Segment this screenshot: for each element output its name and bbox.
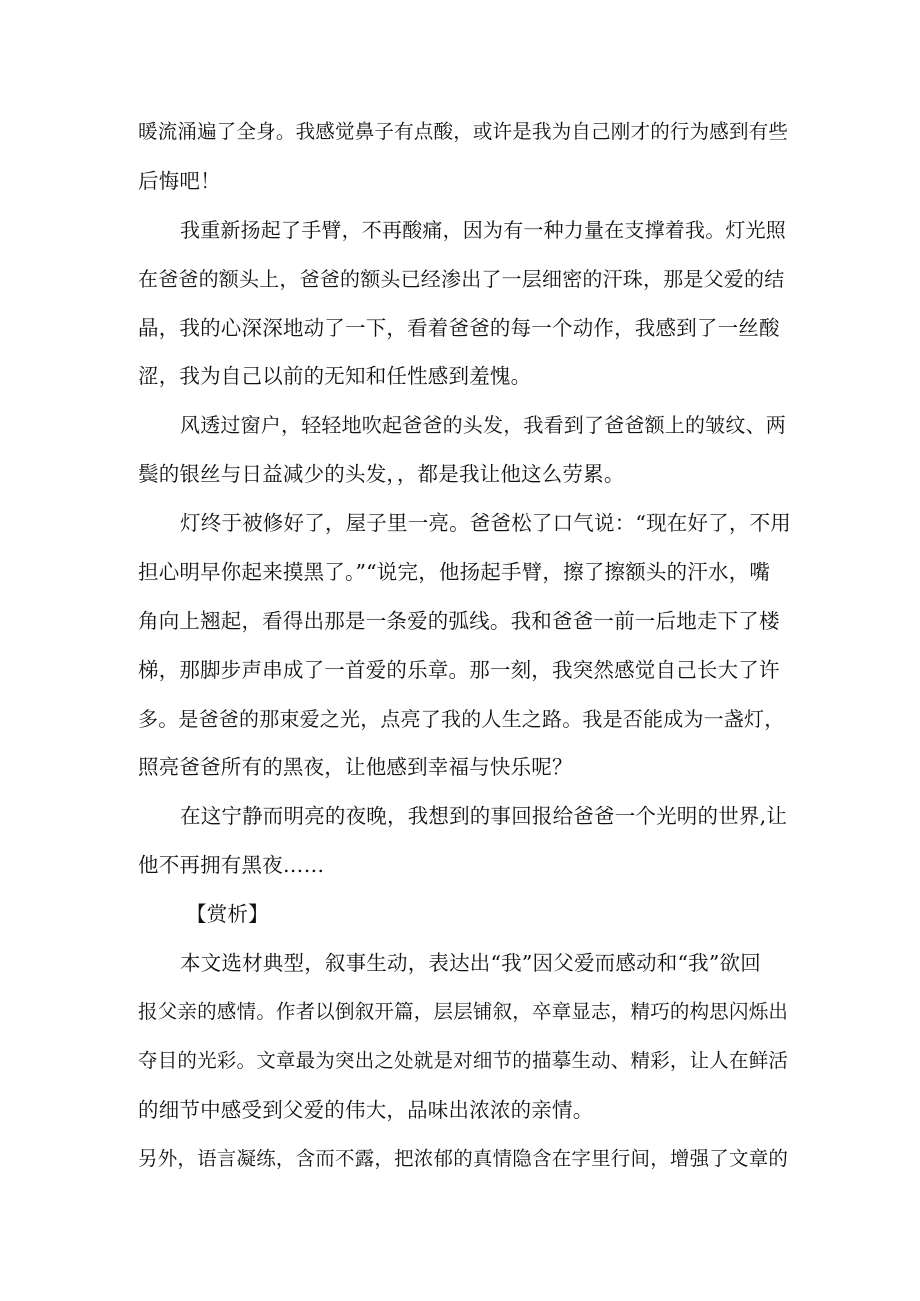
text-line: 夺目的光彩。文章最为突出之处就是对细节的描摹生动、精彩，让人在鲜活 xyxy=(138,1049,789,1072)
text-line: 另外，语言凝练，含而不露，把浓郁的真情隐含在字里行间，增强了文章的 xyxy=(138,1147,789,1170)
text-line: 后悔吧！ xyxy=(138,169,221,193)
paragraph-start-line: 风透过窗户，轻轻地吹起爸爸的头发，我看到了爸爸额上的皱纹、两 xyxy=(180,413,786,437)
text-line: 在爸爸的额头上，爸爸的额头已经渗出了一层细密的汗珠，那是父爱的结 xyxy=(138,267,785,291)
text-line: 多。是爸爸的那束爱之光，点亮了我的人生之路。我是否能成为一盏灯， xyxy=(138,707,785,731)
text-line: 梯，那脚步声串成了一首爱的乐章。那一刻，我突然感觉自己长大了许 xyxy=(138,658,780,682)
text-line: 晶，我的心深深地动了一下，看着爸爸的每一个动作，我感到了一丝酸 xyxy=(138,316,780,340)
text-line: 的细节中感受到父爱的伟大，品味出浓浓的亲情。 xyxy=(138,1098,594,1122)
paragraph-start-line: 本文选材典型，叙事生动，表达出“我”因父爱而感动和“我”欲回 xyxy=(180,951,761,975)
paragraph-start-line: 在这宁静而明亮的夜晚，我想到的事回报给爸爸一个光明的世界,让 xyxy=(180,804,788,828)
paragraph-start-line: 我重新扬起了手臂，不再酸痛，因为有一种力量在支撑着我。灯光照 xyxy=(180,218,786,242)
text-line: 报父亲的感情。作者以倒叙开篇，层层铺叙，卒章显志，精巧的构思闪烁出 xyxy=(138,1000,789,1023)
text-line: 担心明早你起来摸黑了。”“说完，他扬起手臂，擦了擦额头的汗水，嘴 xyxy=(138,560,771,584)
paragraph-start-line: 灯终于被修好了，屋子里一亮。爸爸松了口气说：“现在好了，不用 xyxy=(180,511,791,535)
section-heading: 【赏析】 xyxy=(186,902,269,926)
text-line: 照亮爸爸所有的黑夜，让他感到幸福与快乐呢？ xyxy=(138,755,573,779)
text-line: 暖流涌遍了全身。我感觉鼻子有点酸，或许是我为自己刚才的行为感到有些 xyxy=(138,120,789,143)
text-line: 角向上翘起，看得出那是一条爱的弧线。我和爸爸一前一后地走下了楼 xyxy=(138,609,780,633)
text-line: 鬓的银丝与日益减少的头发，，都是我让他这么劳累。 xyxy=(138,462,625,486)
text-line: 他不再拥有黑夜…… xyxy=(138,853,325,877)
text-line: 涩，我为自己以前的无知和任性感到羞愧。 xyxy=(138,364,532,388)
